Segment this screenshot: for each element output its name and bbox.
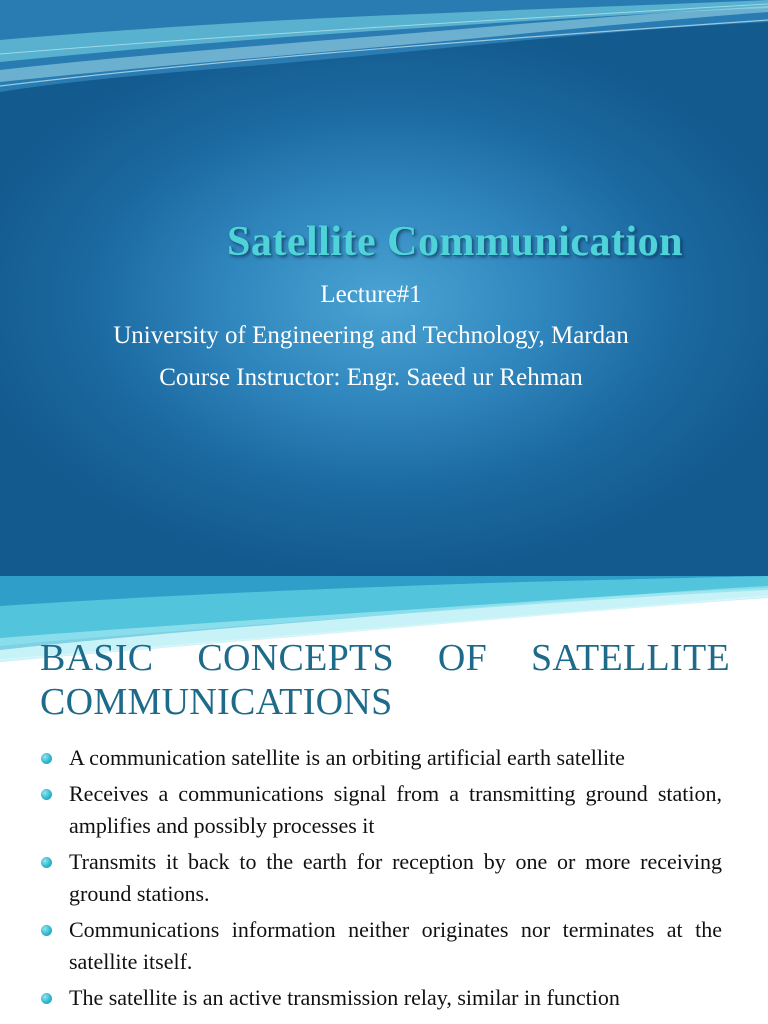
bullet-list: [40, 742, 722, 1018]
bullet-item: [40, 846, 722, 910]
lecture-number: Lecture#1: [320, 281, 422, 308]
bullet-text: Receives a communications signal from a transmitting ground station, amplifies and possibly processes it: [69, 781, 722, 838]
bullet-dot-icon: [41, 789, 52, 800]
decorative-waves: [0, 0, 768, 110]
presentation-title: Satellite Communication: [227, 219, 683, 265]
bullet-dot-icon: [41, 753, 52, 764]
university-name: University of Engineering and Technology, Mardan: [113, 322, 629, 349]
slide-heading: [40, 636, 730, 724]
bullet-text: Communications information neither originates nor terminates at the satellite itself.: [69, 917, 722, 974]
bullet-item: [40, 778, 722, 842]
bullet-text: A communication satellite is an orbiting artificial earth satellite: [69, 745, 625, 770]
course-instructor: Course Instructor: Engr. Saeed ur Rehman: [159, 364, 583, 391]
heading-line-2: COMMUNICATIONS: [40, 681, 393, 723]
heading-word: BASIC: [40, 637, 154, 679]
bullet-text: Transmits it back to the earth for reception by one or more receiving ground stations.: [69, 849, 722, 906]
heading-word: CONCEPTS: [197, 637, 394, 679]
bullet-dot-icon: [41, 993, 52, 1004]
bullet-dot-icon: [41, 925, 52, 936]
bullet-text: The satellite is an active transmission relay, similar in function: [69, 985, 620, 1010]
content-slide: [0, 576, 768, 1024]
heading-word: SATELLITE: [531, 637, 730, 679]
bullet-item: [40, 982, 722, 1014]
heading-line-1: [40, 636, 730, 680]
bullet-item: [40, 914, 722, 978]
heading-word: OF: [437, 637, 488, 679]
bullet-item: [40, 742, 722, 774]
bullet-dot-icon: [41, 857, 52, 868]
